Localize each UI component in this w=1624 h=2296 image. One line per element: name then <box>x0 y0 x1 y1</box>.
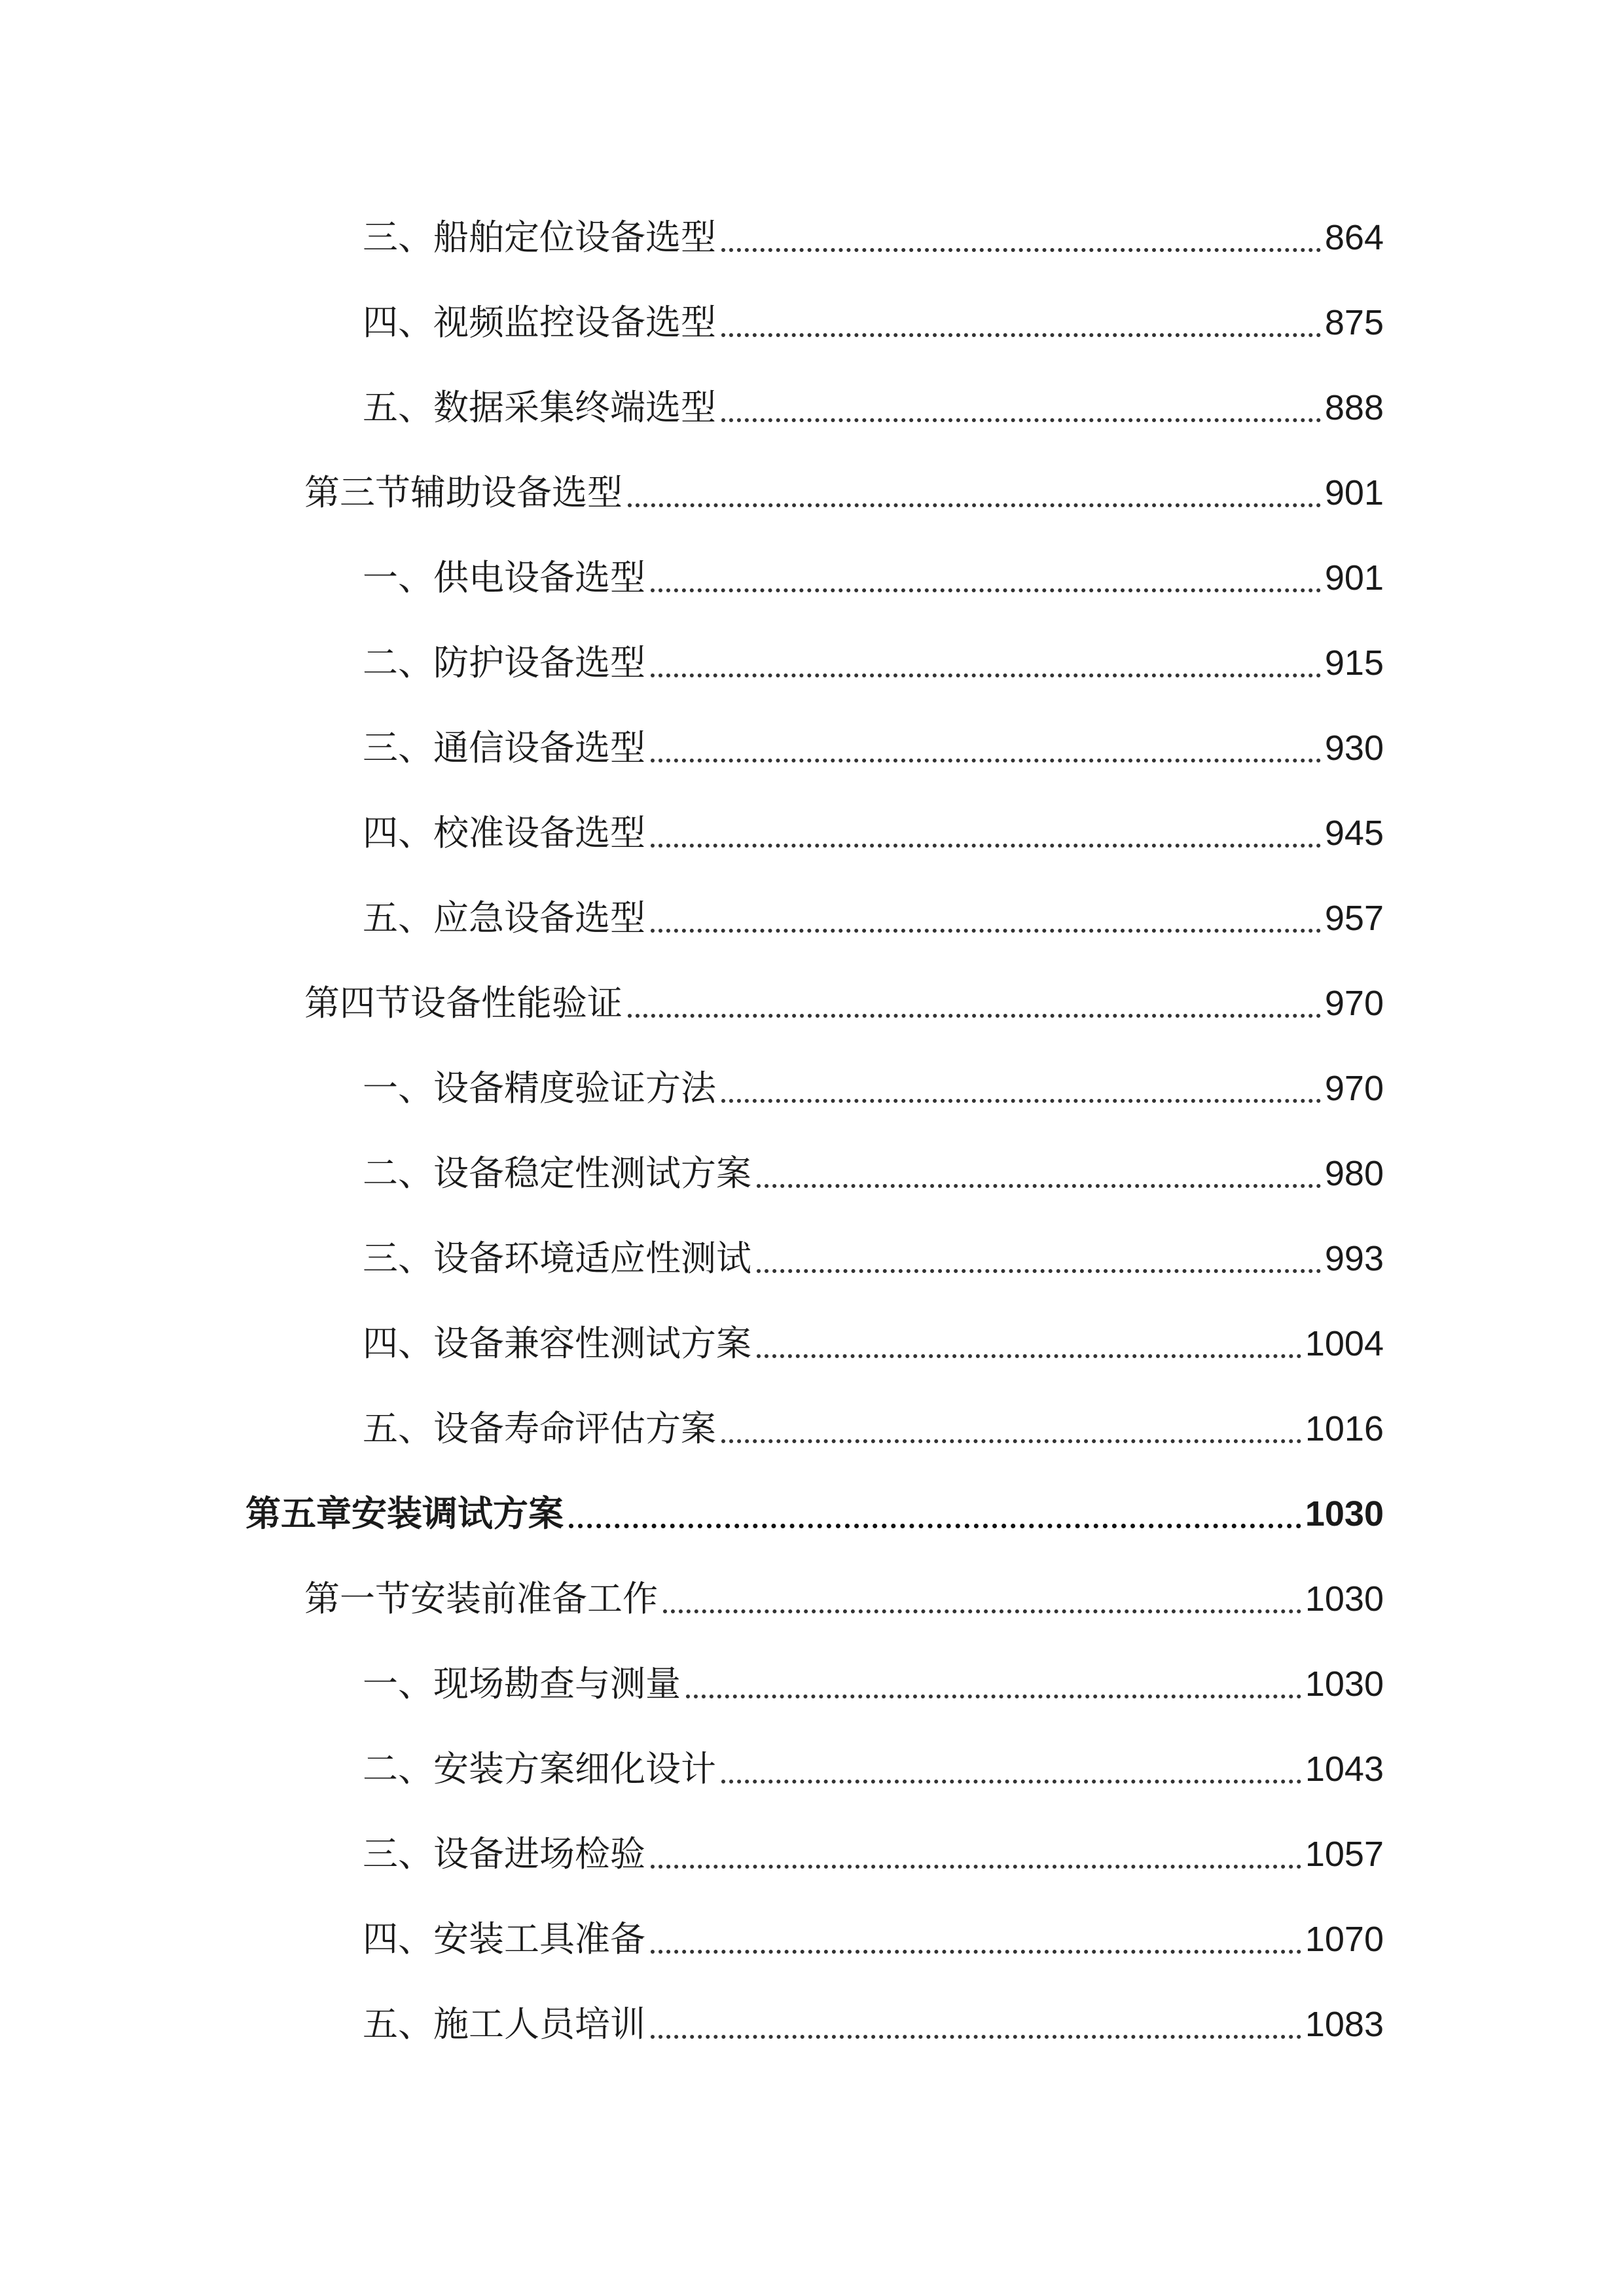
toc-dot-leader <box>721 1099 1321 1103</box>
toc-page-number: 888 <box>1324 388 1384 427</box>
toc-page-number: 930 <box>1324 728 1384 768</box>
toc-entry[interactable] <box>363 1147 1384 1200</box>
toc-dot-leader <box>651 759 1321 762</box>
toc-entry-title: 五、设备寿命评估方案 <box>363 1408 716 1449</box>
toc-entry[interactable] <box>363 1743 1384 1795</box>
toc-entry[interactable] <box>304 977 1384 1030</box>
toc-entry-title: 三、设备环境适应性测试 <box>363 1238 751 1279</box>
toc-dot-leader <box>628 1014 1321 1018</box>
toc-dot-leader <box>757 1354 1301 1358</box>
toc-page-number: 1057 <box>1305 1835 1384 1874</box>
toc-entry-title: 三、设备进场检验 <box>363 1833 645 1874</box>
toc-entry-title: 五、应急设备选型 <box>363 897 645 939</box>
toc-dot-leader <box>686 1695 1301 1698</box>
toc-entry[interactable] <box>304 467 1384 519</box>
toc-entry-title: 三、通信设备选型 <box>363 727 645 768</box>
toc-entry-title: 第四节设备性能验证 <box>304 982 623 1024</box>
toc-dot-leader <box>651 673 1321 677</box>
toc-entry[interactable] <box>363 1318 1384 1370</box>
toc-page-number: 970 <box>1324 984 1384 1023</box>
toc-page-number: 1030 <box>1305 1579 1384 1619</box>
toc-dot-leader <box>757 1184 1321 1188</box>
toc-entry[interactable] <box>363 552 1384 604</box>
toc-entry-title: 四、安装工具准备 <box>363 1918 645 1960</box>
toc-entry-title: 一、供电设备选型 <box>363 557 645 598</box>
toc-entry-title: 四、校准设备选型 <box>363 812 645 853</box>
toc-page-number: 993 <box>1324 1239 1384 1278</box>
toc-entry-title: 第一节安装前准备工作 <box>304 1578 658 1619</box>
toc-dot-leader <box>628 503 1321 507</box>
toc-entry[interactable] <box>363 296 1384 349</box>
toc-dot-leader <box>721 1439 1301 1443</box>
toc-entry[interactable] <box>363 1232 1384 1285</box>
toc-entry[interactable] <box>363 637 1384 689</box>
toc-page-number: 1016 <box>1305 1409 1384 1448</box>
toc-entry[interactable] <box>363 382 1384 434</box>
toc-dot-leader <box>721 333 1321 337</box>
toc-entry[interactable] <box>304 1573 1384 1625</box>
toc-entry-title: 第三节辅助设备选型 <box>304 472 623 513</box>
toc-dot-leader <box>721 1780 1301 1784</box>
toc-entry-title: 第五章安装调试方案 <box>245 1493 564 1534</box>
toc-dot-leader <box>569 1524 1301 1528</box>
toc-page-number: 1070 <box>1305 1920 1384 1959</box>
toc-entry[interactable] <box>363 722 1384 774</box>
toc-page-number: 970 <box>1324 1069 1384 1108</box>
toc-entry-title: 五、数据采集终端选型 <box>363 387 716 428</box>
toc-page-number: 901 <box>1324 558 1384 598</box>
toc-entry-title: 四、设备兼容性测试方案 <box>363 1323 751 1364</box>
toc-page-number: 957 <box>1324 899 1384 938</box>
toc-page-number: 1030 <box>1305 1664 1384 1704</box>
toc-dot-leader <box>663 1609 1301 1613</box>
toc-entry[interactable] <box>363 1062 1384 1115</box>
toc-dot-leader <box>757 1269 1321 1273</box>
toc-dot-leader <box>651 2035 1301 2039</box>
toc-page-number: 875 <box>1324 303 1384 342</box>
toc-dot-leader <box>651 1865 1301 1869</box>
toc-dot-leader <box>651 929 1321 933</box>
toc-entry[interactable] <box>363 892 1384 944</box>
toc-entry-title: 一、设备精度验证方法 <box>363 1067 716 1109</box>
toc-dot-leader <box>721 418 1321 422</box>
toc-page-number: 901 <box>1324 473 1384 512</box>
toc-entry[interactable] <box>363 1403 1384 1455</box>
toc-dot-leader <box>651 1950 1301 1954</box>
toc-entry-title: 五、施工人员培训 <box>363 2003 645 2045</box>
toc-page-number: 1083 <box>1305 2005 1384 2044</box>
toc-page-number: 1004 <box>1305 1324 1384 1363</box>
toc-entry-title: 二、安装方案细化设计 <box>363 1748 716 1789</box>
toc-entry-title: 一、现场勘查与测量 <box>363 1663 681 1704</box>
toc-page-number: 864 <box>1324 218 1384 257</box>
toc-page-number: 1043 <box>1305 1749 1384 1789</box>
toc-entry-title: 二、防护设备选型 <box>363 642 645 683</box>
toc-entry-title: 二、设备稳定性测试方案 <box>363 1153 751 1194</box>
toc-page-number: 1030 <box>1305 1494 1384 1534</box>
toc-dot-leader <box>651 588 1321 592</box>
toc-entry-title: 三、船舶定位设备选型 <box>363 217 716 258</box>
toc-entry[interactable] <box>363 807 1384 859</box>
toc-entry-chapter[interactable] <box>245 1488 1384 1540</box>
toc-page-number: 980 <box>1324 1154 1384 1193</box>
toc-page-number: 945 <box>1324 814 1384 853</box>
toc-dot-leader <box>721 248 1321 252</box>
toc-entry-title: 四、视频监控设备选型 <box>363 302 716 343</box>
toc-entry[interactable] <box>363 1998 1384 2051</box>
toc-dot-leader <box>651 844 1321 848</box>
toc-entry[interactable] <box>363 211 1384 264</box>
toc-entry[interactable] <box>363 1658 1384 1710</box>
toc-page-number: 915 <box>1324 643 1384 683</box>
toc-entry[interactable] <box>363 1828 1384 1880</box>
toc-entry[interactable] <box>363 1913 1384 1965</box>
